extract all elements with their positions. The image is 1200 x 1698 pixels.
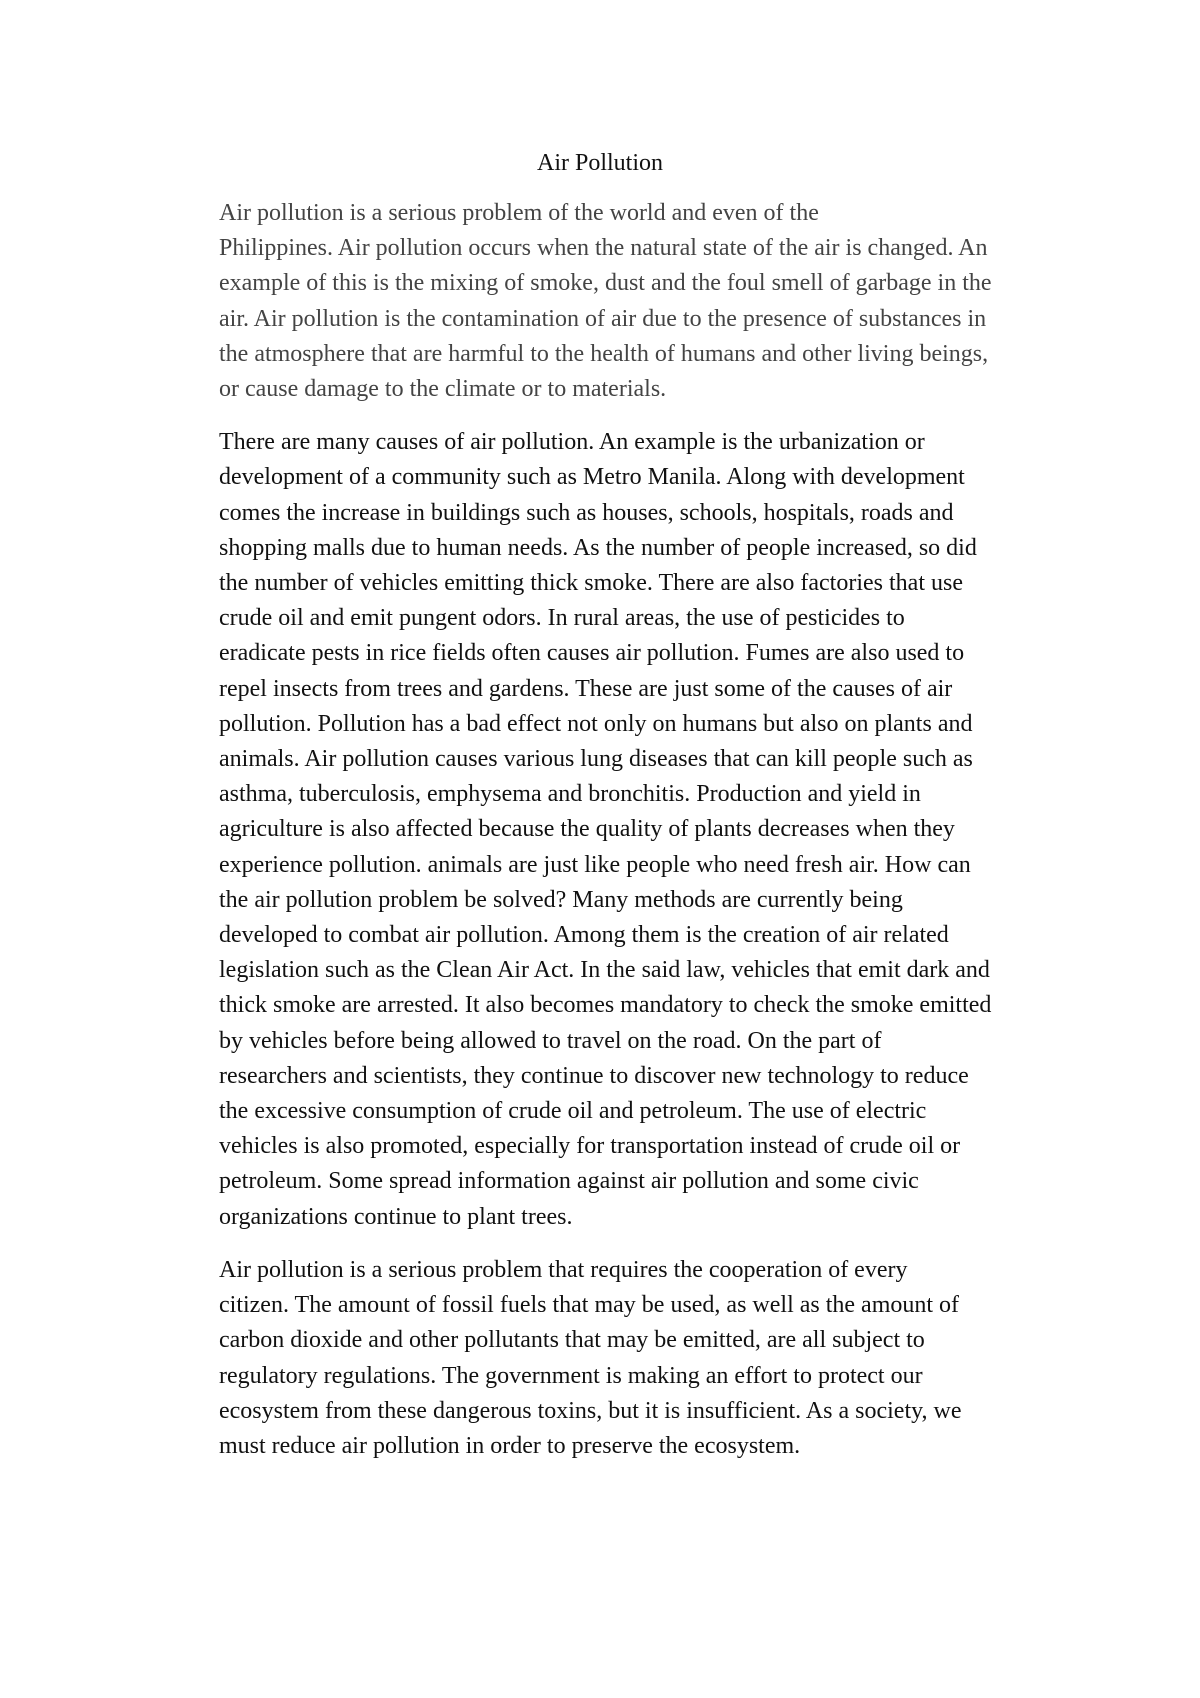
- paragraph-line: example of this is the mixing of smoke, dust and the foul smell of garbage in the: [219, 270, 992, 297]
- paragraph-line: the atmosphere that are harmful to the health of humans and other living beings,: [219, 340, 989, 367]
- document-body: [145, 196, 1065, 1482]
- paragraph-line: crude oil and emit pungent odors. In rural areas, the use of pesticides to: [219, 605, 905, 632]
- paragraph-line: repel insects from trees and gardens. These are just some of the causes of air: [219, 675, 953, 702]
- paragraph-line: the air pollution problem be solved? Many methods are currently being: [219, 886, 903, 913]
- paragraph-line: Philippines. Air pollution occurs when the natural state of the air is changed. An: [219, 235, 988, 262]
- paragraph-line: citizen. The amount of fossil fuels that may be used, as well as the amount of: [219, 1292, 960, 1319]
- paragraph-line: thick smoke are arrested. It also becomes mandatory to check the smoke emitted: [219, 992, 992, 1019]
- paragraph-line: petroleum. Some spread information against air pollution and some civic: [219, 1168, 919, 1195]
- paragraph-line: asthma, tuberculosis, emphysema and bronchitis. Production and yield in: [219, 781, 921, 808]
- paragraph-line: the number of vehicles emitting thick smoke. There are also factories that use: [219, 570, 963, 597]
- paragraph-line: researchers and scientists, they continue to discover new technology to reduce: [219, 1062, 969, 1089]
- paragraph-line: by vehicles before being allowed to travel on the road. On the part of: [219, 1027, 882, 1054]
- document-title: Air Pollution: [536, 150, 663, 176]
- paragraph-line: or cause damage to the climate or to materials.: [219, 376, 667, 403]
- paragraph-line: air. Air pollution is the contamination of air due to the presence of substances in: [219, 305, 987, 332]
- paragraph-line: pollution. Pollution has a bad effect not only on humans but also on plants and: [219, 710, 973, 737]
- paragraph-line: regulatory regulations. The government is making an effort to protect our: [219, 1362, 923, 1389]
- paragraph-line: carbon dioxide and other pollutants that may be emitted, are all subject to: [219, 1327, 925, 1354]
- paragraph-line: development of a community such as Metro Manila. Along with development: [219, 464, 965, 491]
- paragraph-line: legislation such as the Clean Air Act. In the said law, vehicles that emit dark and: [219, 957, 990, 984]
- paragraph-2: [145, 425, 1065, 1235]
- paragraph-line: experience pollution. animals are just like people who need fresh air. How can: [219, 851, 971, 878]
- paragraph-line: eradicate pests in rice fields often causes air pollution. Fumes are also used to: [219, 640, 965, 667]
- paragraph-line: organizations continue to plant trees.: [219, 1203, 573, 1230]
- paragraph-3: [145, 1253, 1065, 1464]
- paragraph-line: developed to combat air pollution. Among them is the creation of air related: [219, 922, 949, 949]
- paragraph-line: Air pollution is a serious problem that requires the cooperation of every: [219, 1256, 908, 1283]
- paragraph-line: comes the increase in buildings such as houses, schools, hospitals, roads and: [219, 499, 954, 526]
- paragraph-1: [145, 196, 1065, 407]
- paragraph-line: There are many causes of air pollution. An example is the urbanization or: [219, 429, 925, 456]
- paragraph-line: ecosystem from these dangerous toxins, but it is insufficient. As a society, we: [219, 1397, 962, 1424]
- paragraph-line: agriculture is also affected because the quality of plants decreases when they: [219, 816, 955, 843]
- paragraph-line: animals. Air pollution causes various lung diseases that can kill people such as: [219, 746, 973, 773]
- paragraph-line: Air pollution is a serious problem of the world and even of the: [219, 200, 819, 226]
- paragraph-line: vehicles is also promoted, especially for transportation instead of crude oil or: [219, 1133, 961, 1160]
- paragraph-line: the excessive consumption of crude oil and petroleum. The use of electric: [219, 1098, 927, 1125]
- paragraph-line: must reduce air pollution in order to preserve the ecosystem.: [219, 1432, 801, 1459]
- paragraph-line: shopping malls due to human needs. As the number of people increased, so did: [219, 534, 977, 561]
